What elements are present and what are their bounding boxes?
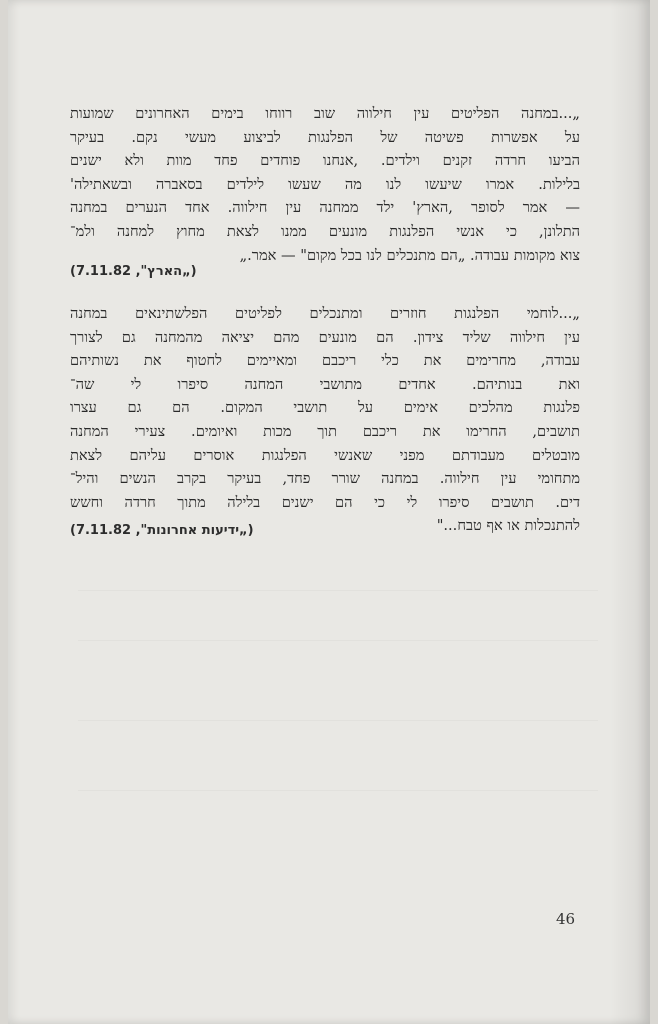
source-citation-haaretz: („הארץ", 7.11.82) <box>70 264 197 279</box>
quote-line: עין חילווה שליד צידון. הם מונעים מהם יציאה מהמחנה גם לצורך <box>70 328 580 346</box>
quote-line: בלילות. אמרו שיעשו לנו מה שעשו לילדים בסאברה ובשאתילה' <box>70 175 580 193</box>
bleed-through-line <box>78 720 598 721</box>
quote-line: על אפשרות פשיטה של הפלנגות לביצוע מעשי נקם. בעיקר <box>70 128 580 146</box>
bleed-through-line <box>78 590 598 591</box>
quote-line: ואת בנותיהם. אחדים מתושבי המחנה סיפרו לי שה־ <box>70 375 580 393</box>
quote-line: „...לוחמי הפלנגות חוזרים ומתנכלים לפליטים הפלשתינאים במחנה <box>70 305 580 322</box>
quote-yediot <box>70 302 580 538</box>
book-page <box>8 0 650 1024</box>
bleed-through-line <box>78 790 598 791</box>
quote-line: התלונן, כי אנשי הפלנגות מונעים ממנו לצאת מחוץ למחנה ולמ־ <box>70 222 580 240</box>
quote-line: להתנכלות או אף טבח..." <box>436 517 580 535</box>
quote-haaretz <box>70 102 580 267</box>
source-citation-yediot: („ידיעות אחרונות", 7.11.82) <box>70 523 254 538</box>
quote-line: פלנגות מהלכים אימים על תושבי המקום. הם גם עצרו <box>70 399 580 417</box>
quote-line: עבודה, מחרימים את כלי ריכבם ומאיימים לחטוף את נשותיהם <box>70 352 580 370</box>
quote-line: תושבים, החרימו את ריכבם תוך מכות ואיומים. צעירי המחנה <box>70 422 580 440</box>
quote-line: מובטלים מעבודתם מפני שאנשי הפלנגות אוסרים עליהם לצאת <box>70 446 580 464</box>
spine-shadow <box>610 0 650 1024</box>
quote-line: מתחומי עין חילווה. במחנה שורר פחד, בעיקר בקרב הנשים והיל־ <box>70 470 580 488</box>
quote-line: — אמר לסופר ,הארץ' ילד ממחנה עין חילווה. אחד הנערים במחנה <box>70 199 580 217</box>
quote-line: דים. תושבים סיפרו לי כי הם ישנים בלילה מתוך חרדה וחשש <box>70 493 580 511</box>
bleed-through-line <box>78 640 598 641</box>
quote-line: צוא מקומות עבודה. „הם מתנכלים לנו בכל מקום" — אמר.„ <box>239 246 580 264</box>
quote-line: הביעו חרדה זקנים וילדים. ,אנחנו פוחדים פחד מוות ולא ישנים <box>70 152 580 170</box>
page-number: 46 <box>556 910 576 928</box>
quote-line: „...במחנה הפליטים עין חילווה שוב רווחו בימים האחרונים שמועות <box>70 105 580 122</box>
